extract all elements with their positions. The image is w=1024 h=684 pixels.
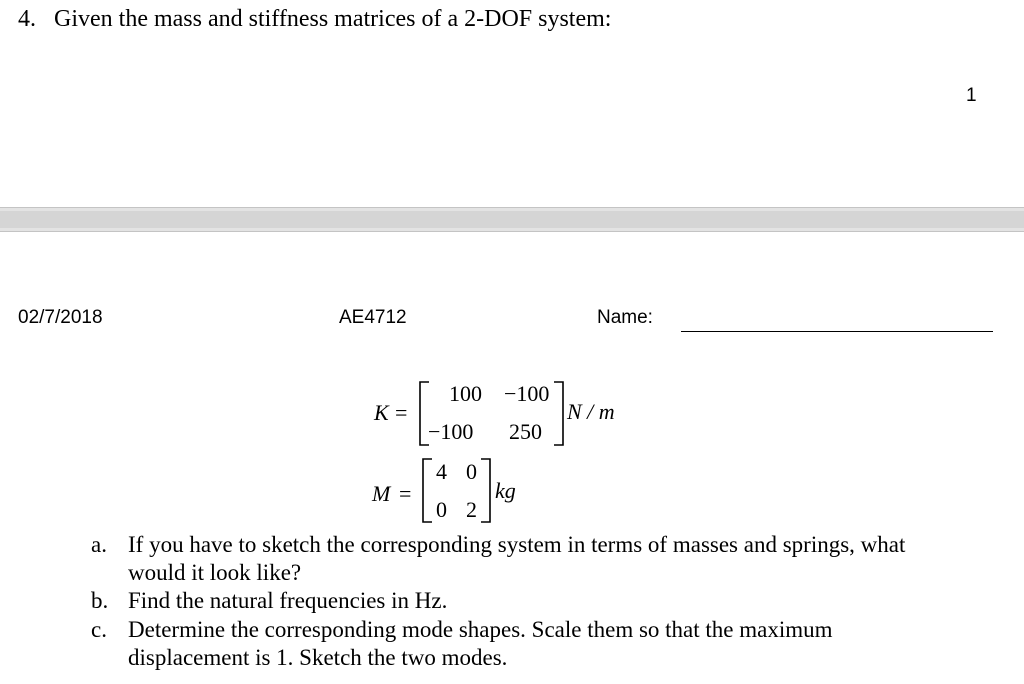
mass-cell: 4 bbox=[436, 459, 447, 484]
mass-cell: 2 bbox=[466, 497, 477, 522]
stiffness-cell: −100 bbox=[504, 381, 550, 406]
part-b-marker: b. bbox=[91, 588, 109, 613]
part-a-line: If you have to sketch the corresponding system in terms of masses and springs, what bbox=[128, 532, 906, 557]
stiffness-equals: = bbox=[395, 400, 408, 425]
part-c-marker: c. bbox=[91, 617, 107, 642]
header-course: AE4712 bbox=[339, 307, 407, 328]
mass-equals: = bbox=[399, 481, 412, 506]
page-break-divider bbox=[0, 207, 1024, 232]
mass-unit: kg bbox=[495, 478, 516, 503]
page-number: 1 bbox=[966, 85, 977, 106]
stiffness-right-bracket bbox=[553, 381, 565, 447]
stiffness-symbol: K bbox=[374, 400, 389, 425]
mass-cell: 0 bbox=[436, 497, 447, 522]
stiffness-cell: 100 bbox=[449, 381, 482, 406]
part-a-marker: a. bbox=[91, 532, 107, 557]
mass-symbol: M bbox=[372, 481, 391, 506]
mass-right-bracket bbox=[480, 458, 492, 524]
mass-left-bracket bbox=[421, 458, 433, 524]
header-date: 02/7/2018 bbox=[18, 307, 103, 328]
page-break-band bbox=[0, 211, 1024, 228]
part-b-line: Find the natural frequencies in Hz. bbox=[128, 588, 448, 613]
question-text: Given the mass and stiffness matrices of a 2-DOF system: bbox=[54, 6, 612, 32]
name-blank-line bbox=[681, 331, 993, 332]
mass-cell: 0 bbox=[466, 459, 477, 484]
part-c-line: Determine the corresponding mode shapes. Scale them so that the maximum bbox=[128, 617, 833, 642]
stiffness-cell: 250 bbox=[509, 419, 542, 444]
part-c-line: displacement is 1. Sketch the two modes. bbox=[128, 645, 508, 670]
stiffness-unit: N / m bbox=[567, 399, 615, 424]
stiffness-cell: −100 bbox=[428, 419, 474, 444]
question-number: 4. bbox=[18, 6, 36, 32]
header-name-label: Name: bbox=[597, 307, 653, 328]
part-a-line: would it look like? bbox=[128, 560, 302, 585]
